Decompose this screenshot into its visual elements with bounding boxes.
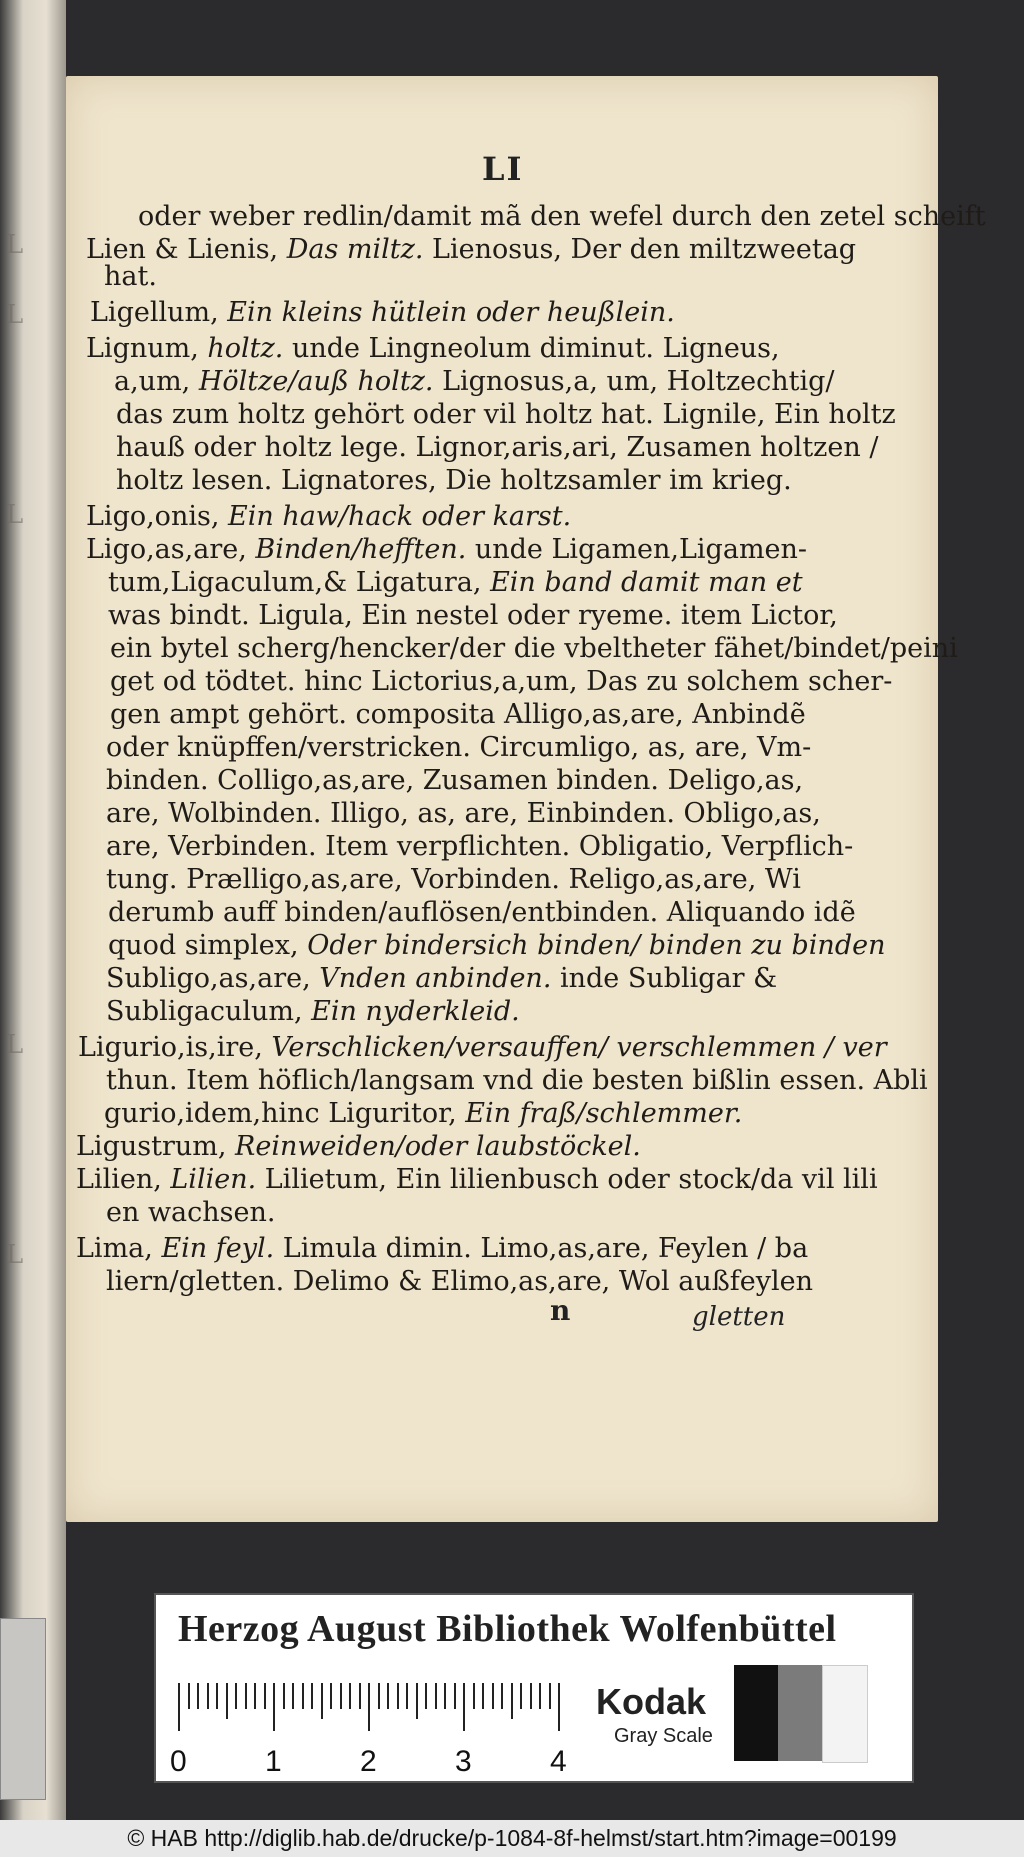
text-line: [106, 1198, 275, 1228]
adjacent-label: [0, 1618, 46, 1800]
text-segment: are, Wolbinden.: [106, 798, 331, 829]
text-segment: Lignor,aris,ari, Zusamen holtzen /: [415, 432, 879, 463]
text-line: [106, 832, 853, 862]
text-segment: Colligo,as,are, Zusamen binden. Deligo,as,: [217, 765, 804, 796]
text-segment: Lignile, Ein holtz: [662, 399, 896, 430]
text-segment: Lilien.: [170, 1164, 265, 1195]
ruler-tick: [463, 1683, 465, 1731]
text-segment: Aliquando idẽ: [666, 897, 856, 928]
text-line: [104, 262, 157, 292]
text-segment: Circumligo, as, are, Vm-: [479, 732, 812, 763]
text-line: [110, 634, 958, 664]
swatch-white: [822, 1665, 868, 1763]
text-line: [108, 898, 856, 928]
text-segment: a,um,: [114, 366, 199, 397]
ruler-tick: [359, 1683, 361, 1709]
text-segment: Ein kleins hütlein oder heußlein.: [227, 297, 675, 328]
ruler-tick: [235, 1683, 237, 1709]
text-segment: hinc Lictorius,a,um, Das zu solchem scher-: [304, 666, 893, 697]
text-line: [108, 931, 885, 961]
adjacent-page-edge: [0, 0, 66, 1820]
text-segment: Subligo,as,are,: [106, 963, 320, 994]
ruler-number: 1: [265, 1745, 282, 1778]
ruler-tick: [207, 1683, 209, 1709]
text-segment: Ein haw/hack oder karst.: [228, 501, 572, 532]
text-line: [106, 733, 811, 763]
ruler-tick: [425, 1683, 427, 1709]
ruler-tick: [283, 1683, 285, 1709]
text-segment: Oder bindersich binden/ binden zu binden: [307, 930, 886, 961]
text-line: [106, 997, 520, 1027]
color-calibration-bar: [154, 1593, 914, 1783]
text-line: [106, 1066, 928, 1096]
ruler-tick: [349, 1683, 351, 1709]
gutter-mark: L: [6, 1030, 24, 1060]
ruler-tick: [406, 1683, 408, 1709]
ruler-tick: [254, 1683, 256, 1709]
text-line: [78, 1033, 887, 1063]
text-line: [108, 601, 838, 631]
text-line: [76, 1132, 641, 1162]
text-segment: Das miltz.: [286, 234, 433, 265]
library-title: Herzog August Bibliothek Wolfenbüttel: [178, 1608, 837, 1650]
ruler-tick: [264, 1683, 266, 1709]
gutter-mark: L: [6, 300, 24, 330]
ruler-tick: [216, 1683, 218, 1709]
text-segment: Ligo,as,are,: [86, 534, 256, 565]
ruler-number: 3: [455, 1745, 472, 1778]
ruler-tick: [501, 1683, 503, 1709]
text-segment: Lienosus, Der den miltzweetag: [432, 234, 857, 265]
text-line: [116, 400, 896, 430]
text-segment: Lilien,: [76, 1164, 171, 1195]
text-segment: Ein fraß/schlemmer.: [465, 1098, 743, 1129]
ruler-number: 2: [360, 1745, 377, 1778]
text-segment: en wachsen.: [106, 1197, 276, 1228]
text-segment: ein bytel scherg/hencker/der die vbeltheter fähet/bindet/peini: [110, 633, 958, 664]
text-line: [106, 799, 821, 829]
ruler-tick: [245, 1683, 247, 1709]
text-line: [86, 334, 780, 364]
text-segment: Ein feyl.: [161, 1233, 283, 1264]
ruler-tick: [178, 1683, 180, 1731]
text-line: [106, 865, 801, 895]
text-line: [110, 700, 806, 730]
ruler-tick: [197, 1683, 199, 1709]
text-segment: Lilietum, Ein lilienbusch oder stock/da vil lili: [264, 1164, 878, 1195]
text-segment: unde Lingneolum diminut. Ligneus,: [291, 333, 780, 364]
kodak-logo: Kodak: [596, 1681, 707, 1722]
swatch-gray: [778, 1665, 822, 1761]
ruler-tick: [330, 1683, 332, 1709]
ruler-number: 4: [550, 1745, 567, 1778]
ruler-tick: [530, 1683, 532, 1709]
ruler-tick: [340, 1683, 342, 1709]
text-line: [108, 568, 803, 598]
text-segment: Lignum,: [86, 333, 208, 364]
ruler-tick: [454, 1683, 456, 1709]
text-segment: binden.: [106, 765, 218, 796]
text-segment: derumb auff binden/auflösen/entbinden.: [108, 897, 667, 928]
ruler-tick: [273, 1683, 275, 1731]
text-line: [106, 1267, 813, 1297]
text-segment: unde Ligamen,Ligamen-: [474, 534, 808, 565]
copyright-footer: © HAB http://diglib.hab.de/drucke/p-1084-8f-helmst/start.htm?image=00199: [0, 1820, 1024, 1857]
text-segment: Subligaculum,: [106, 996, 312, 1027]
text-segment: Ligula, Ein nestel oder ryeme. item Lictor,: [258, 600, 838, 631]
text-segment: Lignosus,a, um, Holtzechtig/: [442, 366, 835, 397]
text-segment: Delimo & Elimo,as,are, Wol außfeylen: [292, 1266, 813, 1297]
text-segment: Prælligo,as,are, Vorbinden. Religo,as,are, Wi: [186, 864, 801, 895]
ruler-tick: [368, 1683, 370, 1731]
ruler-tick: [416, 1683, 418, 1719]
text-segment: Lignatores, Die holtzsamler im krieg.: [280, 465, 792, 496]
text-segment: are, Verbinden. Item verpflichten.: [106, 831, 579, 862]
text-line: [86, 235, 856, 265]
text-segment: Obligatio, Verpflich-: [578, 831, 854, 862]
text-segment: get od tödtet.: [110, 666, 305, 697]
ruler-tick: [311, 1683, 313, 1709]
ruler-tick: [473, 1683, 475, 1709]
text-segment: Höltze/auß holtz.: [198, 366, 443, 397]
text-segment: Lien & Lienis,: [86, 234, 287, 265]
text-line: [86, 502, 571, 532]
ruler-tick: [292, 1683, 294, 1709]
ruler-tick: [539, 1683, 541, 1709]
ruler-tick: [482, 1683, 484, 1709]
ruler-tick: [397, 1683, 399, 1709]
ruler-tick: [387, 1683, 389, 1709]
text-segment: thun. Item höflich/langsam vnd die besten bißlin essen.: [106, 1065, 874, 1096]
text-line: [116, 466, 792, 496]
text-segment: Verschlicken/versauffen/ verschlemmen / ver: [271, 1032, 887, 1063]
text-segment: Ein nyderkleid.: [311, 996, 520, 1027]
ruler-tick: [378, 1683, 380, 1709]
text-segment: hat.: [104, 261, 157, 292]
text-segment: Abli: [873, 1065, 928, 1096]
text-segment: Binden/hefften.: [255, 534, 475, 565]
ruler-tick: [549, 1683, 551, 1709]
text-segment: tum,Ligaculum,& Ligatura,: [108, 567, 491, 598]
text-segment: Ein band damit man et: [490, 567, 803, 598]
text-segment: composita Alligo,as,are, Anbindẽ: [355, 699, 806, 730]
gutter-mark: L: [6, 1240, 24, 1270]
text-segment: holtz lesen.: [116, 465, 281, 496]
text-segment: quod simplex,: [108, 930, 308, 961]
text-segment: das zum holtz gehört oder vil holtz hat.: [116, 399, 663, 430]
ruler-tick: [226, 1683, 228, 1719]
text-segment: liern/gletten.: [106, 1266, 293, 1297]
text-line: [116, 433, 878, 463]
ruler-tick: [492, 1683, 494, 1709]
ruler-tick: [435, 1683, 437, 1709]
text-line: [114, 367, 835, 397]
text-segment: Ligustrum,: [76, 1131, 236, 1162]
text-line: [106, 766, 803, 796]
text-line: [86, 535, 807, 565]
text-segment: Vnden anbinden.: [319, 963, 560, 994]
text-segment: Illigo, as, are, Einbinden. Obligo,as,: [330, 798, 821, 829]
text-segment: oder knüpffen/verstricken.: [106, 732, 480, 763]
ruler-tick: [321, 1683, 323, 1719]
ruler-number: 0: [170, 1745, 187, 1778]
text-line: [106, 964, 777, 994]
ruler-tick: [558, 1683, 560, 1731]
ruler-tick: [444, 1683, 446, 1709]
gutter-mark: L: [6, 500, 24, 530]
ruler-tick: [302, 1683, 304, 1709]
text-line: [90, 298, 675, 328]
text-segment: Ligo,onis,: [86, 501, 228, 532]
text-segment: Ligurio,is,ire,: [78, 1032, 272, 1063]
text-segment: Ligellum,: [90, 297, 228, 328]
book-page: [66, 76, 986, 1522]
text-line: [138, 202, 986, 232]
text-segment: gurio,idem,hinc Liguritor,: [104, 1098, 466, 1129]
text-line: [76, 1234, 808, 1264]
text-line: [110, 667, 892, 697]
text-segment: hauß oder holtz lege.: [116, 432, 416, 463]
swatch-black: [734, 1665, 778, 1761]
text-line: [76, 1165, 878, 1195]
gutter-mark: L: [6, 230, 24, 260]
catchword: gletten: [692, 1302, 786, 1332]
text-segment: was bindt.: [108, 600, 259, 631]
ruler-tick: [188, 1683, 190, 1709]
text-segment: gen ampt gehört.: [110, 699, 356, 730]
text-segment: Limula dimin. Limo,as,are, Feylen / ba: [282, 1233, 809, 1264]
signature-mark: n: [550, 1294, 571, 1327]
text-segment: Lima,: [76, 1233, 162, 1264]
page-header: LI: [482, 150, 524, 188]
text-segment: tung.: [106, 864, 187, 895]
text-segment: Reinweiden/oder laubstöckel.: [235, 1131, 641, 1162]
ruler-tick: [511, 1683, 513, 1719]
ruler-tick: [520, 1683, 522, 1709]
gray-scale-label: Gray Scale: [614, 1725, 713, 1747]
text-line: [104, 1099, 742, 1129]
text-segment: oder weber redlin/damit mã den wefel durch den zetel scheift: [138, 201, 986, 232]
text-segment: holtz.: [207, 333, 292, 364]
text-segment: inde Subligar &: [559, 963, 778, 994]
